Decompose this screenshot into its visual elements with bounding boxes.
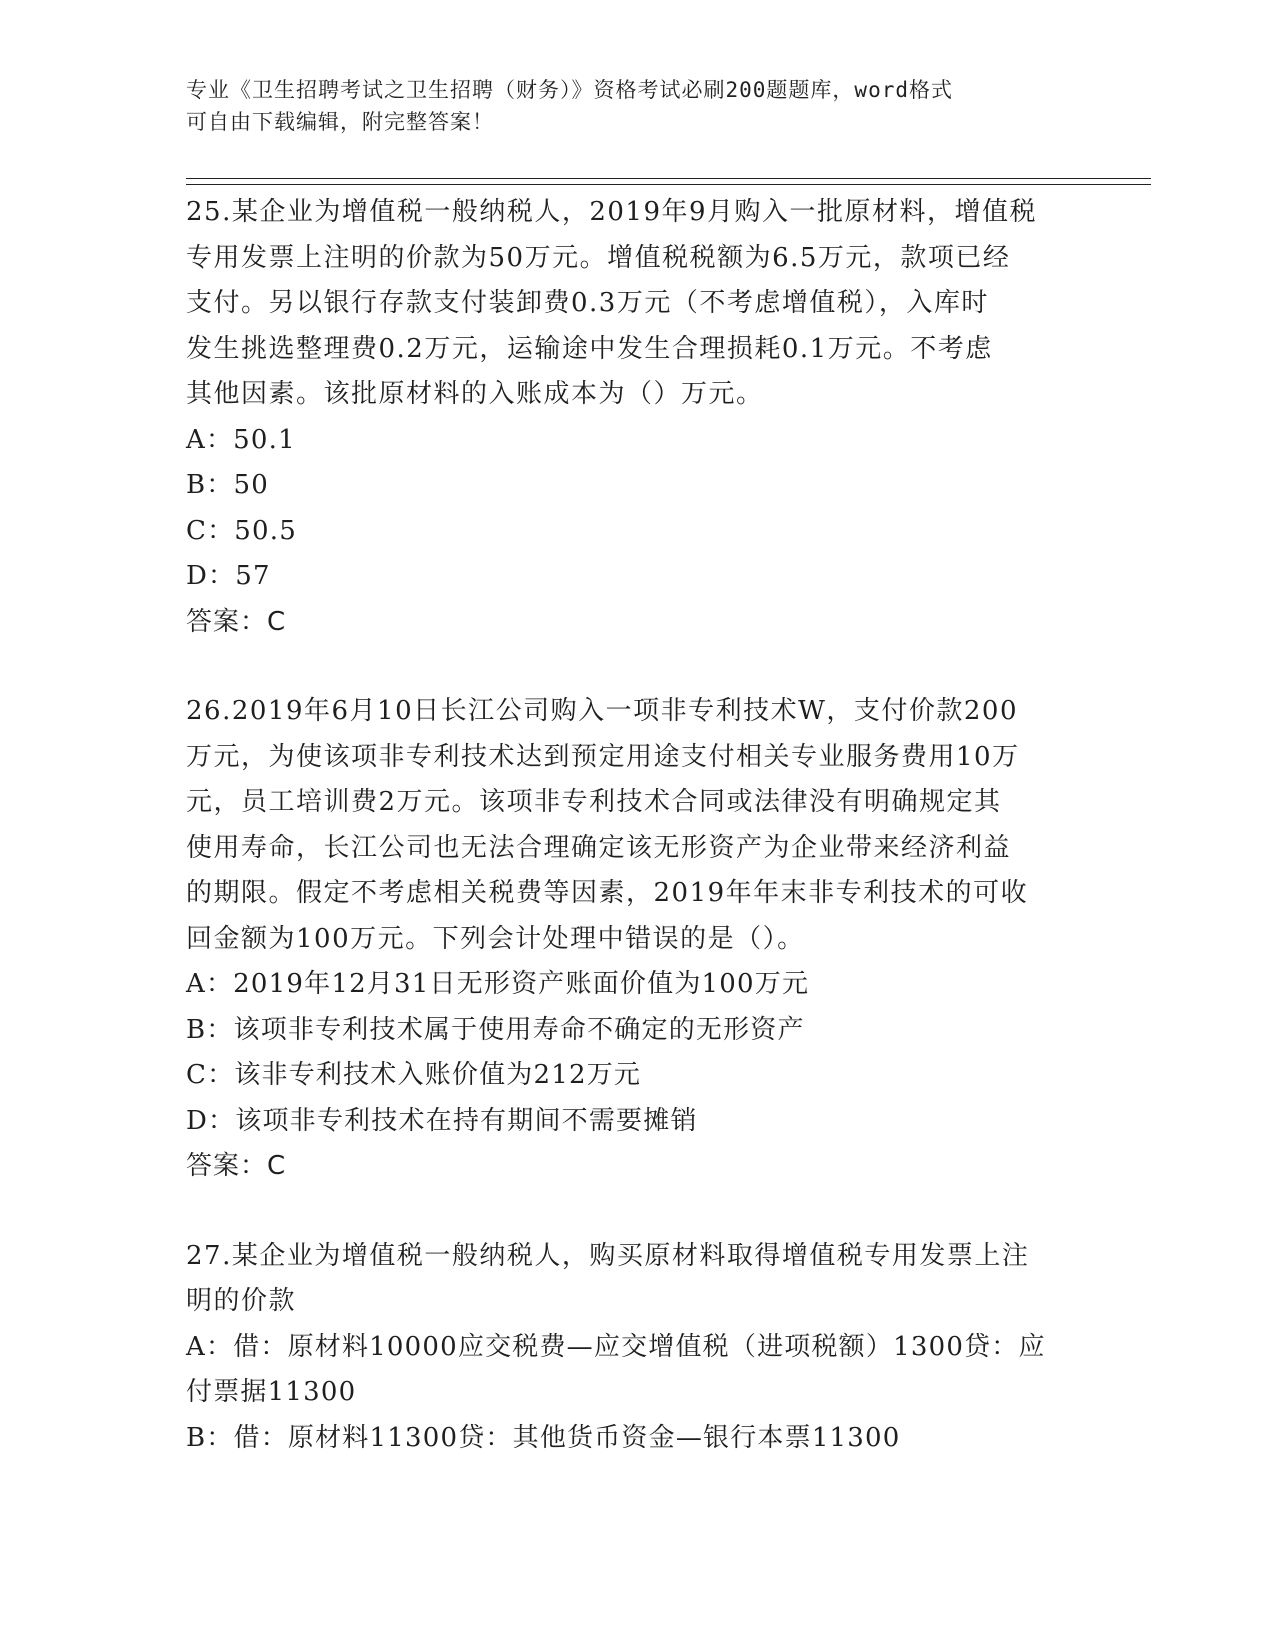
question-27 [186, 1234, 1086, 1462]
question-stem-line: 的期限。假定不考虑相关税费等因素，2019年年末非专利技术的可收 [186, 878, 1029, 908]
option-c: C：50.5 [186, 515, 297, 546]
question-stem-line: 25.某企业为增值税一般纳税人，2019年9月购入一批原材料，增值税 [186, 197, 1038, 227]
option-a-continued: 付票据11300 [186, 1377, 357, 1407]
question-stem-line: 使用寿命，长江公司也无法合理确定该无形资产为企业带来经济利益 [186, 832, 1012, 863]
option-d: D：该项非专利技术在持有期间不需要摊销 [186, 1105, 698, 1136]
option-a: A：50.1 [186, 424, 296, 455]
question-stem-line: 支付。另以银行存款支付装卸费0.3万元（不考虑增值税），入库时 [186, 288, 989, 318]
option-a: A：借：原材料10000应交税费—应交增值税（进项税额）1300贷：应 [186, 1331, 1046, 1362]
question-stem-line: 万元，为使该项非专利技术达到预定用途支付相关专业服务费用10万 [186, 741, 1020, 772]
header-divider-top [186, 178, 1151, 179]
document-header [186, 74, 1086, 138]
option-a: A：2019年12月31日无形资产账面价值为100万元 [186, 969, 810, 999]
option-b: B：该项非专利技术属于使用寿命不确定的无形资产 [186, 1014, 805, 1045]
question-stem-line: 发生挑选整理费0.2万元，运输途中发生合理损耗0.1万元。不考虑 [186, 333, 993, 364]
header-divider-bottom [186, 184, 1151, 185]
question-stem-line: 专用发票上注明的价款为50万元。增值税税额为6.5万元，款项已经 [186, 242, 1011, 273]
option-b: B：50 [186, 470, 269, 500]
option-c: C：该非专利技术入账价值为212万元 [186, 1060, 642, 1090]
question-25 [186, 190, 1086, 645]
question-stem-line: 明的价款 [186, 1286, 297, 1316]
answer-label: 答案：C [186, 1151, 287, 1181]
header-line-2: 可自由下载编辑，附完整答案！ [186, 110, 494, 134]
option-b: B：借：原材料11300贷：其他货币资金—银行本票11300 [186, 1422, 901, 1453]
option-d: D：57 [186, 561, 271, 591]
document-body [186, 190, 1086, 1505]
header-line-1: 专业《卫生招聘考试之卫生招聘（财务）》资格考试必刷200题题库，word格式 [186, 78, 953, 102]
question-stem-line: 回金额为100万元。下列会计处理中错误的是（）。 [186, 923, 805, 954]
answer-label: 答案：C [186, 606, 287, 637]
question-stem-line: 其他因素。该批原材料的入账成本为（）万元。 [186, 379, 764, 409]
question-stem-line: 27.某企业为增值税一般纳税人，购买原材料取得增值税专用发票上注 [186, 1240, 1030, 1271]
question-26 [186, 689, 1086, 1190]
question-stem-line: 元，员工培训费2万元。该项非专利技术合同或法律没有明确规定其 [186, 787, 1002, 817]
question-stem-line: 26.2019年6月10日长江公司购入一项非专利技术W，支付价款200 [186, 696, 1018, 726]
